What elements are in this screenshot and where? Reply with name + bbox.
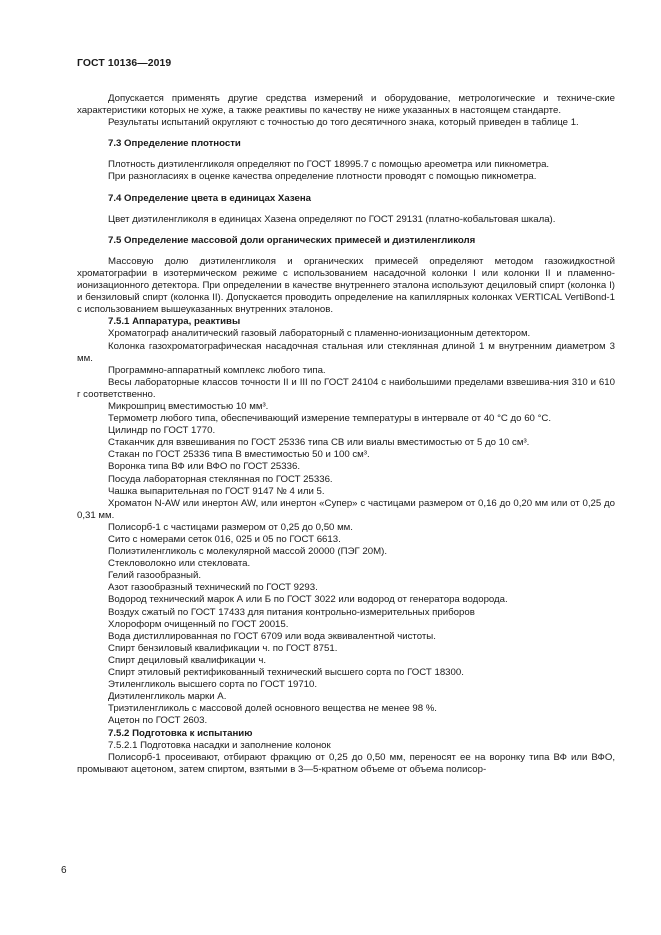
list-item: Стекловолокно или стекловата. [108,558,251,570]
paragraph: Массовую долю диэтиленгликоля и органических примесей определяют методом газожидкостной хроматографии в изотермическом режиме с использованием насадочной колонки I или колонки II и пламенно-ионизационного детектора. При определении в качестве внутреннего эталона используют дециловый спирт (колонка I) и бензиловый спирт (колонка II). Допускается проводить определение на капиллярных колонках VERTICAL VertiBond-1 с использованием вышеуказанных внутренних эталонов. [77,255,615,316]
list-item: Микрошприц вместимостью 10 мм³. [108,400,269,412]
subsection-heading-7-5-2: 7.5.2 Подготовка к испытанию [108,727,253,739]
list-item: Стакан по ГОСТ 25336 типа В вместимостью 50 и 100 см³. [108,449,370,461]
page-number: 6 [61,865,67,876]
list-item: Воздух сжатый по ГОСТ 17433 для питания контрольно-измерительных приборов [108,606,475,618]
list-item: Ацетон по ГОСТ 2603. [108,715,208,727]
section-heading-7-4: 7.4 Определение цвета в единицах Хазена [108,192,312,204]
paragraph: Плотность диэтиленгликоля определяют по ГОСТ 18995.7 с помощью ареометра или пикнометра. [108,159,550,171]
list-item: Чашка выпарительная по ГОСТ 9147 № 4 или 5. [108,485,325,497]
document-header: ГОСТ 10136—2019 [77,58,172,69]
list-item: Спирт этиловый ректификованный технический высшего сорта по ГОСТ 18300. [108,667,464,679]
list-item: Воронка типа ВФ или ВФО по ГОСТ 25336. [108,461,300,473]
paragraph: Результаты испытаний округляют с точностью до того десятичного знака, который приведен в таблице 1. [108,117,579,129]
document-body [77,93,615,776]
list-item: Гелий газообразный. [108,570,202,582]
list-item: Колонка газохроматографическая насадочная стальная или стеклянная длиной 1 м внутренним диаметром 3 мм. [77,340,615,364]
section-heading-7-3: 7.3 Определение плотности [108,138,241,150]
list-item: Стаканчик для взвешивания по ГОСТ 25336 типа СВ или виалы вместимостью от 5 до 10 см³. [108,437,530,449]
list-item: Спирт бензиловый квалификации ч. по ГОСТ 8751. [108,642,338,654]
list-item: Спирт дециловый квалификации ч. [108,654,267,666]
paragraph: При разногласиях в оценке качества определение плотности проводят с помощью пикнометра. [108,171,537,183]
list-item: Сито с номерами сеток 016, 025 и 05 по ГОСТ 6613. [108,534,341,545]
list-item: Полиэтиленгликоль с молекулярной массой 20000 (ПЭГ 20М). [108,546,387,558]
list-item: Полисорб-1 с частицами размером от 0,25 до 0,50 мм. [108,521,353,533]
list-item: Триэтиленгликоль с массовой долей основного вещества не менее 98 %. [108,703,437,715]
list-item: Хроматограф аналитический газовый лабораторный с пламенно-ионизационным детектором. [108,328,531,340]
list-item: Цилиндр по ГОСТ 1770. [108,425,216,437]
list-item: Вода дистиллированная по ГОСТ 6709 или вода эквивалентной чистоты. [108,630,436,642]
list-item: Хроматон N-AW или инертон AW, или инертон «Супер» с частицами размером от 0,16 до 0,20 мм или от 0,25 до 0,31 мм. [77,497,615,521]
list-item: Термометр любого типа, обеспечивающий измерение температуры в интервале от 40 °С до 60 °С. [108,413,552,425]
list-item: Хлороформ очищенный по ГОСТ 20015. [108,618,289,630]
subsection-heading-7-5-1: 7.5.1 Аппаратура, реактивы [108,316,241,328]
paragraph: Цвет диэтиленгликоля в единицах Хазена определяют по ГОСТ 29131 (платно-кобальтовая шкала). [108,213,556,225]
list-item: Диэтиленгликоль марки А. [108,691,227,703]
list-item: Азот газообразный технический по ГОСТ 9293. [108,582,318,594]
list-item: Весы лабораторные классов точности II и III по ГОСТ 24104 с наибольшими пределами взвешива-ния 310 и 610 г соответственно. [77,376,615,400]
paragraph: Полисорб-1 просеивают, отбирают фракцию от 0,25 до 0,50 мм, переносят ее на воронку типа ВФ или ВФО, промывают ацетоном, затем спиртом, взятыми в 3—5-кратном объеме от объема полисор- [77,751,615,775]
equipment-list [77,328,615,727]
list-item: Водород технический марок А или Б по ГОСТ 3022 или водород от генератора водорода. [108,594,508,606]
list-item: Посуда лабораторная стеклянная по ГОСТ 25336. [108,473,333,485]
list-item: Программно-аппаратный комплекс любого типа. [108,364,326,376]
paragraph: Допускается применять другие средства измерений и оборудование, метрологические и техниче-ские характеристики которых не хуже, а также реактивы по качеству не ниже указанных в настоящем стандарте. [77,93,615,117]
subsection-heading-7-5-2-1: 7.5.2.1 Подготовка насадки и заполнение колонок [108,739,331,751]
list-item: Этиленгликоль высшего сорта по ГОСТ 19710. [108,679,318,691]
section-heading-7-5: 7.5 Определение массовой доли органических примесей и диэтиленгликоля [108,234,476,246]
